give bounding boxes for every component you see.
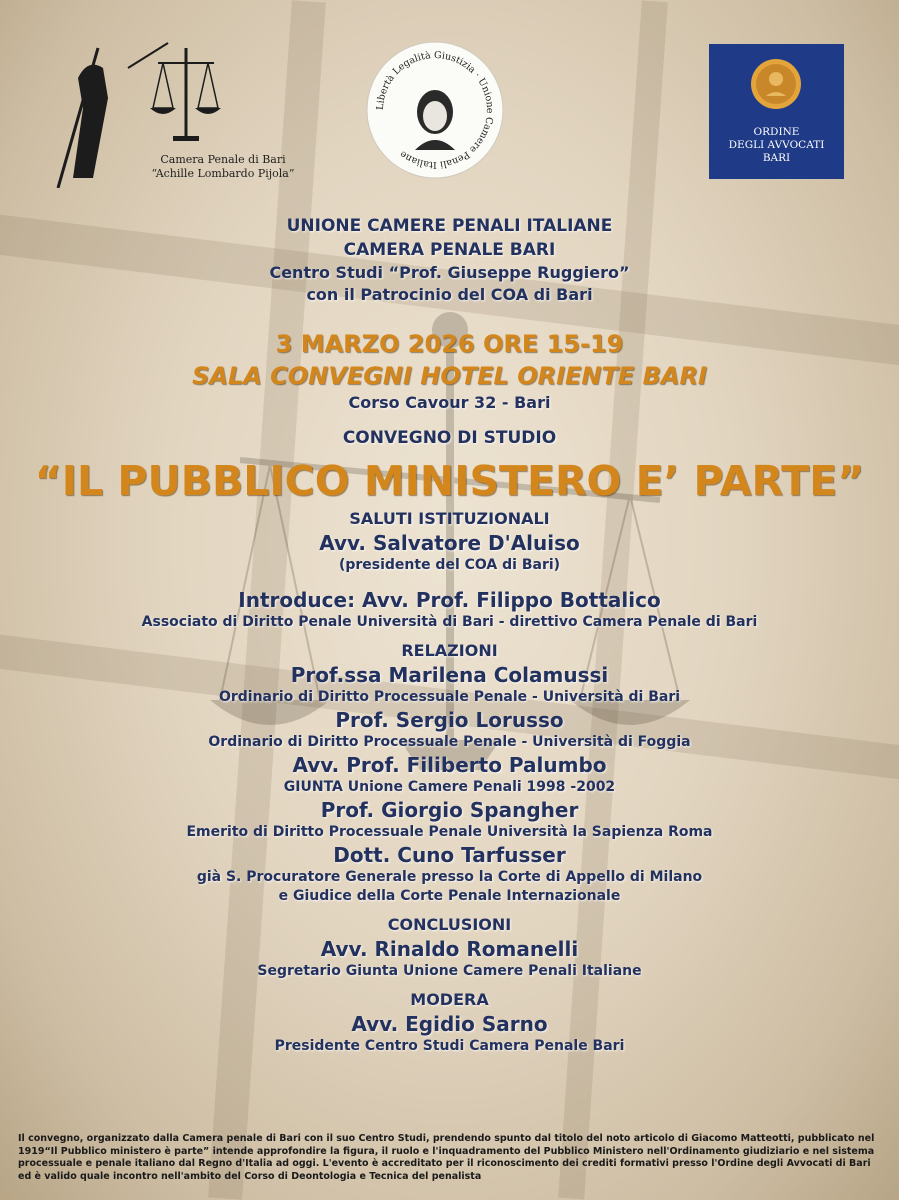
speaker-role: Ordinario di Diritto Processuale Penale - Università di Bari	[218, 689, 681, 705]
conclusioni-role: Segretario Giunta Unione Camere Penali Italiane	[257, 963, 642, 979]
speaker-name: Prof. Giorgio Spangher	[320, 798, 579, 822]
speaker-role: Ordinario di Diritto Processuale Penale - Università di Foggia	[208, 734, 691, 750]
event-venue: SALA CONVEGNI HOTEL ORIENTE BARI	[192, 362, 707, 390]
speaker-name: Prof. Sergio Lorusso	[335, 708, 564, 732]
speaker-role: già S. Procuratore Generale presso la Corte di Appello di Milano	[196, 869, 703, 885]
coa-line3: BARI	[762, 152, 791, 164]
camera-penale-line2: “Achille Lombardo Pijola”	[151, 167, 295, 180]
org-camera-penale: CAMERA PENALE BARI	[343, 240, 556, 260]
event-date: 3 MARZO 2026 ORE 15-19	[275, 330, 624, 358]
camera-penale-caption	[143, 153, 303, 181]
speaker-name: Dott. Cuno Tarfusser	[333, 843, 566, 867]
saluti-name: Avv. Salvatore D'Aluiso	[319, 531, 580, 555]
coa-line2: DEGLI AVVOCATI	[728, 139, 825, 151]
footer-note: Il convegno, organizzato dalla Camera penale di Bari con il suo Centro Studi, prendendo spunto dal titolo del noto articolo di Giacomo Matteotti, pubblicato nel 1919“Il Pubblico ministero è parte” intende approfondire la figura, il ruolo e l'inquadramento del Pubblico Ministero nell'Ordinamento giudiziario e nel sistema processuale e penale italiano dal Regno d'Italia ad oggi. L'evento è accreditato per il riconoscimento dei crediti formativi presso l'Ordine degli Avvocati di Bari ed è valido quale incontro nell'ambito del Corso di Deontologia e Tecnica del penalista	[18, 1133, 875, 1182]
poster-content	[0, 214, 899, 1056]
ucpi-seal	[365, 40, 505, 180]
camera-penale-logo	[48, 38, 298, 188]
camera-penale-line1: Camera Penale di Bari	[160, 153, 286, 166]
coa-medallion-icon	[709, 44, 844, 124]
coa-logo	[709, 44, 844, 179]
saluti-heading: SALUTI ISTITUZIONALI	[349, 509, 550, 528]
intro-role: Associato di Diritto Penale Università di Bari - direttivo Camera Penale di Bari	[141, 614, 758, 630]
coa-text	[709, 126, 844, 165]
modera-name: Avv. Egidio Sarno	[351, 1012, 548, 1036]
intro-name: Introduce: Avv. Prof. Filippo Bottalico	[238, 588, 661, 612]
speaker-name: Prof.ssa Marilena Colamussi	[290, 663, 609, 687]
speaker-role-2: e Giudice della Corte Penale Internazionale	[278, 888, 621, 904]
event-title: “IL PUBBLICO MINISTERO E’ PARTE”	[34, 457, 865, 505]
seal-text: Libertà Legalità Giustizia · Unione Camere Penali Italiane	[374, 49, 496, 171]
event-address: Corso Cavour 32 - Bari	[348, 393, 551, 412]
conclusioni-name: Avv. Rinaldo Romanelli	[320, 937, 579, 961]
saluti-role: (presidente del COA di Bari)	[338, 557, 561, 573]
event-type: CONVEGNO DI STUDIO	[342, 428, 557, 448]
relazioni-heading: RELAZIONI	[401, 641, 498, 660]
coa-line1: ORDINE	[753, 126, 800, 138]
org-ucpi: UNIONE CAMERE PENALI ITALIANE	[286, 216, 613, 236]
speaker-role: Emerito di Diritto Processuale Penale Università la Sapienza Roma	[186, 824, 713, 840]
modera-role: Presidente Centro Studi Camera Penale Bari	[274, 1038, 625, 1054]
org-centro-studi: Centro Studi “Prof. Giuseppe Ruggiero”	[269, 263, 630, 282]
speaker-role: GIUNTA Unione Camere Penali 1998 -2002	[283, 779, 616, 795]
conclusioni-heading: CONCLUSIONI	[387, 915, 512, 934]
speaker-name: Avv. Prof. Filiberto Palumbo	[292, 753, 607, 777]
org-patrocinio: con il Patrocinio del COA di Bari	[306, 285, 593, 304]
modera-heading: MODERA	[410, 990, 489, 1009]
